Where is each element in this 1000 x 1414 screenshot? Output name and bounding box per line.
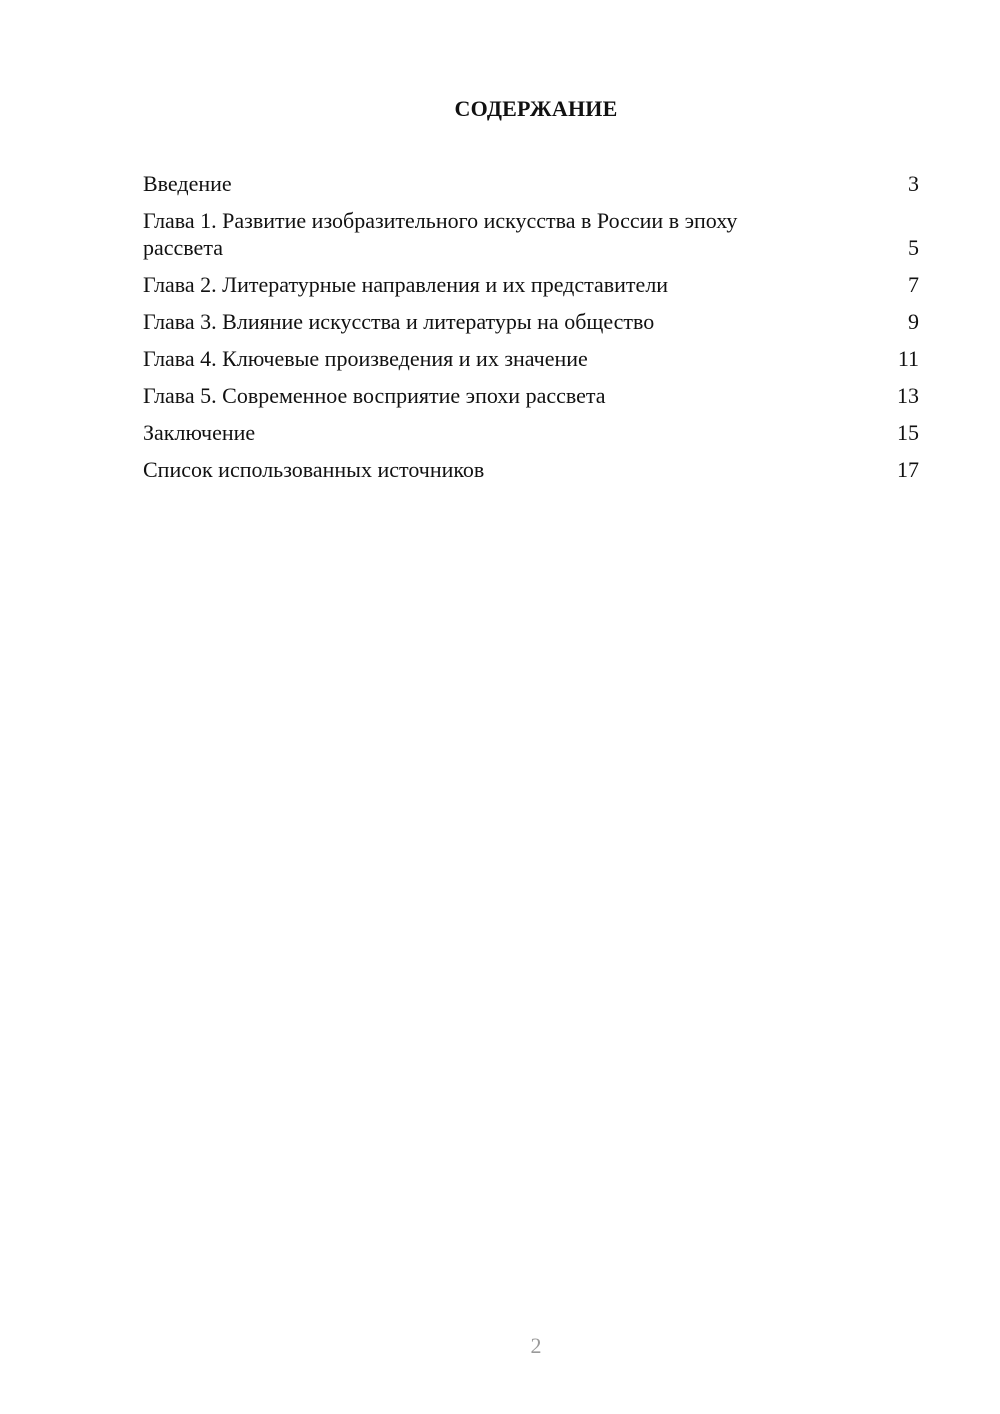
toc-entry-page: 13 — [897, 383, 919, 408]
toc-entry-label: Список использованных источников — [143, 457, 485, 482]
toc-entry-page: 5 — [908, 235, 919, 260]
toc-entry — [143, 419, 919, 446]
toc-entry — [143, 345, 919, 372]
toc-entry — [143, 382, 919, 409]
toc-entry — [143, 456, 919, 483]
toc-entry-label: Глава 1. Развитие изобразительного искусства в России в эпоху рассвета — [143, 208, 738, 260]
page-number: 2 — [530, 1333, 542, 1358]
toc-entry-page: 7 — [908, 272, 919, 297]
toc-entry-label: Глава 3. Влияние искусства и литературы на общество — [143, 309, 655, 334]
toc-entry-page: 15 — [897, 420, 919, 445]
toc-entry — [143, 170, 919, 197]
table-of-contents — [143, 170, 919, 493]
toc-entry-label: Глава 4. Ключевые произведения и их значение — [143, 346, 588, 371]
toc-entry-label: Введение — [143, 171, 232, 196]
toc-entry-page: 11 — [897, 346, 919, 371]
toc-entry-page: 3 — [908, 171, 919, 196]
toc-entry — [143, 271, 919, 298]
toc-entry-label: Глава 5. Современное восприятие эпохи рассвета — [143, 383, 606, 408]
toc-entry-page: 17 — [897, 457, 919, 482]
toc-entry-label: Заключение — [143, 420, 256, 445]
toc-entry-label: Глава 2. Литературные направления и их представители — [143, 272, 669, 297]
toc-entry — [143, 308, 919, 335]
toc-entry — [143, 207, 919, 261]
page-title: СОДЕРЖАНИЕ — [454, 96, 618, 121]
toc-entry-page: 9 — [908, 309, 919, 334]
